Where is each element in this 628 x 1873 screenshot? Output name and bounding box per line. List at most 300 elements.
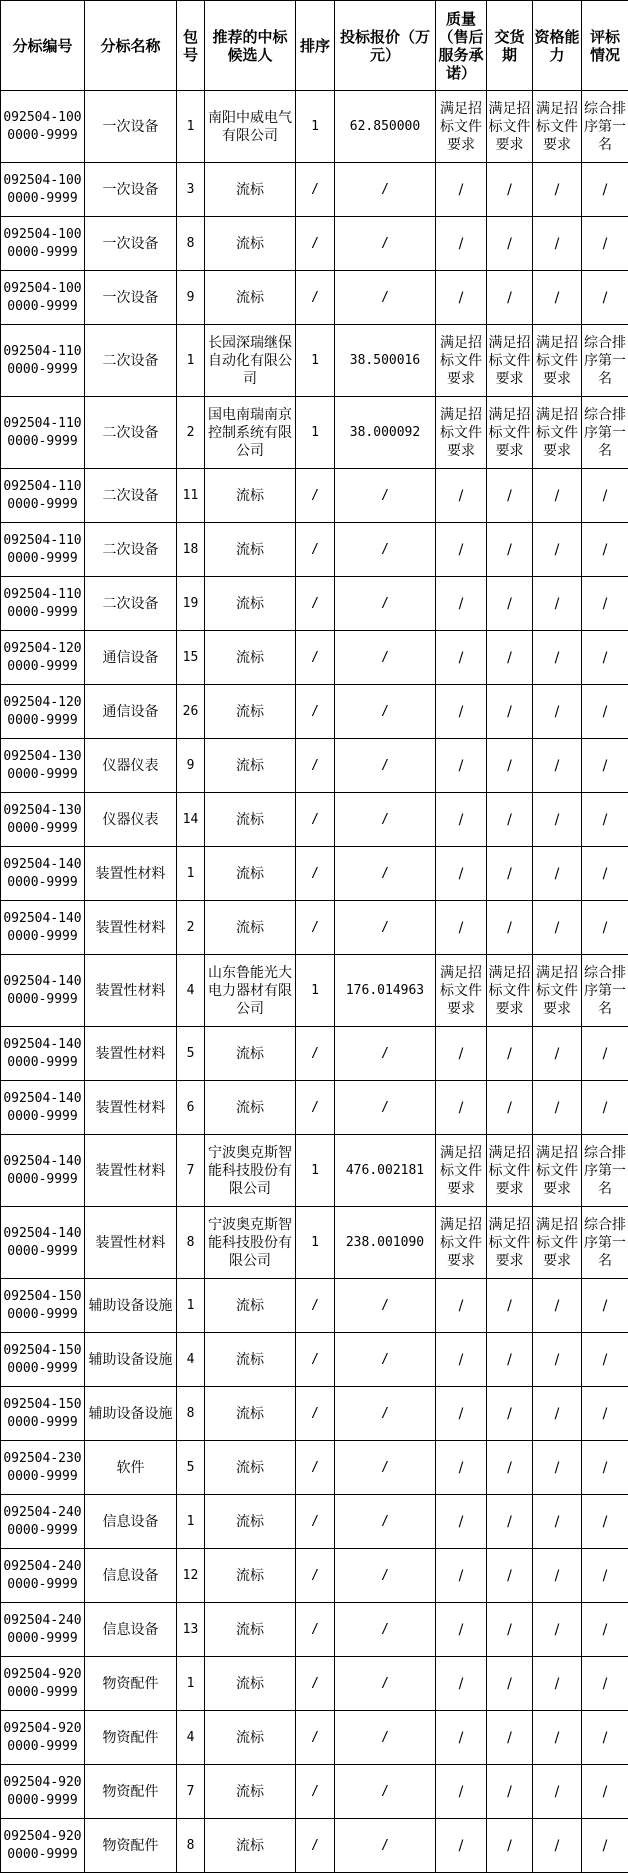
cell-package-no: 11 bbox=[177, 469, 205, 523]
cell-qualification: / bbox=[533, 631, 582, 685]
cell-package-no: 18 bbox=[177, 523, 205, 577]
cell-delivery: / bbox=[487, 1765, 533, 1819]
cell-lot-name: 二次设备 bbox=[85, 397, 177, 469]
cell-lot-name: 装置性材料 bbox=[85, 901, 177, 955]
cell-candidate: 南阳中威电气有限公司 bbox=[205, 91, 296, 163]
cell-lot-name: 辅助设备设施 bbox=[85, 1279, 177, 1333]
table-row bbox=[1, 1279, 628, 1333]
cell-lot-name: 二次设备 bbox=[85, 469, 177, 523]
cell-delivery: / bbox=[487, 217, 533, 271]
cell-lot-code: 092504-2400000-9999 bbox=[1, 1549, 85, 1603]
cell-lot-code: 092504-1200000-9999 bbox=[1, 631, 85, 685]
cell-bid-price: / bbox=[335, 1333, 436, 1387]
cell-candidate: 流标 bbox=[205, 739, 296, 793]
cell-delivery: / bbox=[487, 271, 533, 325]
table-row bbox=[1, 685, 628, 739]
cell-lot-code: 092504-1000000-9999 bbox=[1, 163, 85, 217]
cell-delivery: / bbox=[487, 523, 533, 577]
cell-evaluation: / bbox=[582, 1495, 628, 1549]
cell-delivery: / bbox=[487, 1387, 533, 1441]
cell-bid-price: / bbox=[335, 1495, 436, 1549]
header-lot-name: 分标名称 bbox=[85, 1, 177, 91]
cell-quality: 满足招标文件要求 bbox=[436, 325, 487, 397]
cell-candidate: 流标 bbox=[205, 793, 296, 847]
cell-evaluation: / bbox=[582, 217, 628, 271]
cell-package-no: 1 bbox=[177, 91, 205, 163]
cell-package-no: 4 bbox=[177, 1711, 205, 1765]
cell-lot-code: 092504-1100000-9999 bbox=[1, 469, 85, 523]
cell-package-no: 9 bbox=[177, 271, 205, 325]
cell-package-no: 8 bbox=[177, 1207, 205, 1279]
cell-delivery: / bbox=[487, 847, 533, 901]
cell-evaluation: / bbox=[582, 1081, 628, 1135]
cell-candidate: 流标 bbox=[205, 1387, 296, 1441]
cell-candidate: 国电南瑞南京控制系统有限公司 bbox=[205, 397, 296, 469]
cell-lot-name: 装置性材料 bbox=[85, 1081, 177, 1135]
cell-package-no: 8 bbox=[177, 1387, 205, 1441]
cell-package-no: 1 bbox=[177, 847, 205, 901]
cell-bid-price: / bbox=[335, 901, 436, 955]
cell-delivery: / bbox=[487, 739, 533, 793]
cell-candidate: 流标 bbox=[205, 1765, 296, 1819]
cell-rank: 1 bbox=[296, 91, 335, 163]
table-row bbox=[1, 1711, 628, 1765]
cell-package-no: 2 bbox=[177, 901, 205, 955]
cell-lot-name: 装置性材料 bbox=[85, 1207, 177, 1279]
cell-package-no: 1 bbox=[177, 1495, 205, 1549]
cell-package-no: 2 bbox=[177, 397, 205, 469]
cell-qualification: / bbox=[533, 685, 582, 739]
cell-delivery: / bbox=[487, 793, 533, 847]
cell-lot-name: 物资配件 bbox=[85, 1819, 177, 1873]
cell-package-no: 12 bbox=[177, 1549, 205, 1603]
cell-lot-name: 一次设备 bbox=[85, 163, 177, 217]
cell-delivery: / bbox=[487, 1495, 533, 1549]
cell-qualification: 满足招标文件要求 bbox=[533, 325, 582, 397]
cell-evaluation: 综合排序第一名 bbox=[582, 955, 628, 1027]
cell-rank: / bbox=[296, 631, 335, 685]
cell-delivery: / bbox=[487, 1279, 533, 1333]
cell-evaluation: / bbox=[582, 1549, 628, 1603]
header-quality: 质量（售后服务承诺） bbox=[436, 1, 487, 91]
table-row bbox=[1, 397, 628, 469]
header-qualification: 资格能力 bbox=[533, 1, 582, 91]
cell-lot-code: 092504-1500000-9999 bbox=[1, 1387, 85, 1441]
cell-bid-price: 38.500016 bbox=[335, 325, 436, 397]
cell-qualification: / bbox=[533, 163, 582, 217]
cell-lot-code: 092504-1100000-9999 bbox=[1, 397, 85, 469]
cell-rank: 1 bbox=[296, 955, 335, 1027]
cell-quality: / bbox=[436, 1333, 487, 1387]
cell-delivery: 满足招标文件要求 bbox=[487, 1135, 533, 1207]
cell-package-no: 15 bbox=[177, 631, 205, 685]
cell-qualification: / bbox=[533, 1603, 582, 1657]
cell-evaluation: 综合排序第一名 bbox=[582, 325, 628, 397]
cell-bid-price: / bbox=[335, 1441, 436, 1495]
table-row bbox=[1, 271, 628, 325]
table-row bbox=[1, 955, 628, 1027]
cell-quality: 满足招标文件要求 bbox=[436, 1135, 487, 1207]
cell-rank: / bbox=[296, 1027, 335, 1081]
cell-qualification: / bbox=[533, 1027, 582, 1081]
cell-quality: / bbox=[436, 739, 487, 793]
cell-lot-code: 092504-1400000-9999 bbox=[1, 955, 85, 1027]
cell-candidate: 流标 bbox=[205, 1495, 296, 1549]
cell-delivery: / bbox=[487, 1333, 533, 1387]
cell-lot-name: 装置性材料 bbox=[85, 955, 177, 1027]
cell-delivery: / bbox=[487, 901, 533, 955]
cell-package-no: 3 bbox=[177, 163, 205, 217]
cell-qualification: / bbox=[533, 1279, 582, 1333]
table-row bbox=[1, 1387, 628, 1441]
cell-quality: / bbox=[436, 1495, 487, 1549]
cell-lot-name: 物资配件 bbox=[85, 1657, 177, 1711]
cell-lot-name: 仪器仪表 bbox=[85, 793, 177, 847]
cell-package-no: 26 bbox=[177, 685, 205, 739]
cell-lot-name: 装置性材料 bbox=[85, 1027, 177, 1081]
cell-bid-price: / bbox=[335, 271, 436, 325]
cell-qualification: / bbox=[533, 1549, 582, 1603]
cell-evaluation: 综合排序第一名 bbox=[582, 397, 628, 469]
table-row bbox=[1, 901, 628, 955]
cell-delivery: / bbox=[487, 1819, 533, 1873]
cell-qualification: 满足招标文件要求 bbox=[533, 397, 582, 469]
cell-delivery: / bbox=[487, 1081, 533, 1135]
cell-rank: / bbox=[296, 793, 335, 847]
cell-qualification: 满足招标文件要求 bbox=[533, 955, 582, 1027]
cell-quality: 满足招标文件要求 bbox=[436, 1207, 487, 1279]
cell-bid-price: / bbox=[335, 685, 436, 739]
cell-bid-price: 238.001090 bbox=[335, 1207, 436, 1279]
cell-quality: / bbox=[436, 1549, 487, 1603]
cell-delivery: / bbox=[487, 577, 533, 631]
cell-qualification: / bbox=[533, 1765, 582, 1819]
cell-qualification: 满足招标文件要求 bbox=[533, 91, 582, 163]
cell-lot-code: 092504-1400000-9999 bbox=[1, 901, 85, 955]
cell-candidate: 流标 bbox=[205, 469, 296, 523]
cell-rank: / bbox=[296, 469, 335, 523]
cell-lot-name: 辅助设备设施 bbox=[85, 1333, 177, 1387]
cell-candidate: 山东鲁能光大电力器材有限公司 bbox=[205, 955, 296, 1027]
table-row bbox=[1, 739, 628, 793]
cell-rank: / bbox=[296, 739, 335, 793]
cell-delivery: / bbox=[487, 631, 533, 685]
table-row bbox=[1, 1081, 628, 1135]
cell-quality: / bbox=[436, 469, 487, 523]
cell-quality: 满足招标文件要求 bbox=[436, 955, 487, 1027]
cell-delivery: 满足招标文件要求 bbox=[487, 955, 533, 1027]
cell-package-no: 1 bbox=[177, 1657, 205, 1711]
cell-lot-code: 092504-1100000-9999 bbox=[1, 325, 85, 397]
cell-qualification: 满足招标文件要求 bbox=[533, 1207, 582, 1279]
table-row bbox=[1, 1207, 628, 1279]
table-row bbox=[1, 163, 628, 217]
cell-lot-code: 092504-2400000-9999 bbox=[1, 1603, 85, 1657]
header-rank: 排序 bbox=[296, 1, 335, 91]
cell-lot-name: 一次设备 bbox=[85, 217, 177, 271]
header-candidate: 推荐的中标候选人 bbox=[205, 1, 296, 91]
table-row bbox=[1, 1603, 628, 1657]
cell-candidate: 流标 bbox=[205, 523, 296, 577]
table-row bbox=[1, 847, 628, 901]
cell-delivery: / bbox=[487, 1549, 533, 1603]
table-row bbox=[1, 217, 628, 271]
cell-rank: / bbox=[296, 1657, 335, 1711]
cell-qualification: / bbox=[533, 469, 582, 523]
cell-delivery: 满足招标文件要求 bbox=[487, 91, 533, 163]
cell-lot-name: 一次设备 bbox=[85, 271, 177, 325]
cell-quality: / bbox=[436, 523, 487, 577]
cell-delivery: / bbox=[487, 685, 533, 739]
cell-rank: 1 bbox=[296, 325, 335, 397]
cell-quality: / bbox=[436, 577, 487, 631]
cell-rank: / bbox=[296, 901, 335, 955]
cell-evaluation: / bbox=[582, 271, 628, 325]
cell-package-no: 8 bbox=[177, 217, 205, 271]
cell-lot-code: 092504-9200000-9999 bbox=[1, 1711, 85, 1765]
cell-rank: / bbox=[296, 523, 335, 577]
cell-rank: / bbox=[296, 1333, 335, 1387]
table-row bbox=[1, 577, 628, 631]
cell-evaluation: / bbox=[582, 847, 628, 901]
cell-evaluation: / bbox=[582, 1279, 628, 1333]
cell-qualification: / bbox=[533, 577, 582, 631]
table-row bbox=[1, 469, 628, 523]
cell-lot-code: 092504-1500000-9999 bbox=[1, 1333, 85, 1387]
cell-evaluation: / bbox=[582, 1387, 628, 1441]
cell-lot-name: 一次设备 bbox=[85, 91, 177, 163]
cell-lot-name: 信息设备 bbox=[85, 1495, 177, 1549]
table-body bbox=[1, 91, 628, 1873]
cell-rank: 1 bbox=[296, 397, 335, 469]
cell-delivery: 满足招标文件要求 bbox=[487, 1207, 533, 1279]
cell-package-no: 4 bbox=[177, 1333, 205, 1387]
cell-lot-code: 092504-1400000-9999 bbox=[1, 1135, 85, 1207]
cell-candidate: 流标 bbox=[205, 1081, 296, 1135]
cell-lot-code: 092504-2300000-9999 bbox=[1, 1441, 85, 1495]
cell-lot-name: 物资配件 bbox=[85, 1711, 177, 1765]
cell-bid-price: / bbox=[335, 1711, 436, 1765]
cell-lot-code: 092504-1000000-9999 bbox=[1, 217, 85, 271]
cell-candidate: 长园深瑞继保自动化有限公司 bbox=[205, 325, 296, 397]
cell-delivery: / bbox=[487, 1027, 533, 1081]
cell-bid-price: / bbox=[335, 1387, 436, 1441]
cell-qualification: / bbox=[533, 901, 582, 955]
cell-candidate: 流标 bbox=[205, 847, 296, 901]
cell-candidate: 流标 bbox=[205, 901, 296, 955]
cell-delivery: / bbox=[487, 1603, 533, 1657]
cell-rank: 1 bbox=[296, 1207, 335, 1279]
cell-candidate: 流标 bbox=[205, 1441, 296, 1495]
table-row bbox=[1, 523, 628, 577]
cell-candidate: 流标 bbox=[205, 1603, 296, 1657]
table-row bbox=[1, 1027, 628, 1081]
cell-lot-code: 092504-1500000-9999 bbox=[1, 1279, 85, 1333]
cell-evaluation: / bbox=[582, 469, 628, 523]
cell-bid-price: / bbox=[335, 1765, 436, 1819]
table-row bbox=[1, 91, 628, 163]
cell-evaluation: / bbox=[582, 631, 628, 685]
cell-package-no: 8 bbox=[177, 1819, 205, 1873]
cell-lot-name: 通信设备 bbox=[85, 685, 177, 739]
cell-evaluation: / bbox=[582, 1441, 628, 1495]
cell-candidate: 流标 bbox=[205, 1333, 296, 1387]
cell-delivery: / bbox=[487, 1441, 533, 1495]
cell-lot-code: 092504-1400000-9999 bbox=[1, 1027, 85, 1081]
cell-bid-price: / bbox=[335, 793, 436, 847]
cell-rank: / bbox=[296, 271, 335, 325]
table-row bbox=[1, 1135, 628, 1207]
cell-rank: / bbox=[296, 1441, 335, 1495]
cell-quality: / bbox=[436, 847, 487, 901]
cell-evaluation: 综合排序第一名 bbox=[582, 1135, 628, 1207]
cell-evaluation: / bbox=[582, 739, 628, 793]
cell-lot-code: 092504-1400000-9999 bbox=[1, 847, 85, 901]
cell-lot-code: 092504-9200000-9999 bbox=[1, 1657, 85, 1711]
cell-bid-price: / bbox=[335, 577, 436, 631]
cell-candidate: 流标 bbox=[205, 1819, 296, 1873]
cell-delivery: 满足招标文件要求 bbox=[487, 325, 533, 397]
cell-lot-name: 信息设备 bbox=[85, 1549, 177, 1603]
cell-candidate: 流标 bbox=[205, 271, 296, 325]
cell-lot-name: 软件 bbox=[85, 1441, 177, 1495]
cell-lot-code: 092504-1100000-9999 bbox=[1, 577, 85, 631]
cell-lot-name: 仪器仪表 bbox=[85, 739, 177, 793]
cell-lot-code: 092504-1000000-9999 bbox=[1, 271, 85, 325]
cell-lot-code: 092504-1100000-9999 bbox=[1, 523, 85, 577]
cell-candidate: 流标 bbox=[205, 577, 296, 631]
cell-rank: / bbox=[296, 1387, 335, 1441]
cell-rank: / bbox=[296, 1279, 335, 1333]
cell-quality: / bbox=[436, 1279, 487, 1333]
cell-quality: / bbox=[436, 631, 487, 685]
cell-lot-code: 092504-9200000-9999 bbox=[1, 1765, 85, 1819]
cell-package-no: 14 bbox=[177, 793, 205, 847]
cell-lot-name: 二次设备 bbox=[85, 325, 177, 397]
cell-bid-price: 476.002181 bbox=[335, 1135, 436, 1207]
cell-package-no: 13 bbox=[177, 1603, 205, 1657]
cell-evaluation: / bbox=[582, 1711, 628, 1765]
table-row bbox=[1, 1441, 628, 1495]
cell-bid-price: 176.014963 bbox=[335, 955, 436, 1027]
cell-qualification: / bbox=[533, 1495, 582, 1549]
header-lot-code: 分标编号 bbox=[1, 1, 85, 91]
cell-evaluation: / bbox=[582, 577, 628, 631]
cell-qualification: / bbox=[533, 739, 582, 793]
cell-candidate: 流标 bbox=[205, 1549, 296, 1603]
table-row bbox=[1, 1657, 628, 1711]
table-row bbox=[1, 1495, 628, 1549]
cell-candidate: 流标 bbox=[205, 1027, 296, 1081]
cell-qualification: / bbox=[533, 523, 582, 577]
cell-lot-name: 二次设备 bbox=[85, 523, 177, 577]
cell-delivery: / bbox=[487, 1711, 533, 1765]
cell-qualification: / bbox=[533, 1387, 582, 1441]
cell-rank: / bbox=[296, 1081, 335, 1135]
cell-evaluation: / bbox=[582, 1765, 628, 1819]
header-delivery: 交货期 bbox=[487, 1, 533, 91]
cell-quality: / bbox=[436, 1603, 487, 1657]
cell-rank: / bbox=[296, 577, 335, 631]
cell-evaluation: / bbox=[582, 901, 628, 955]
cell-qualification: 满足招标文件要求 bbox=[533, 1135, 582, 1207]
cell-qualification: / bbox=[533, 793, 582, 847]
cell-evaluation: / bbox=[582, 523, 628, 577]
cell-bid-price: / bbox=[335, 1603, 436, 1657]
header-bid-price: 投标报价（万元） bbox=[335, 1, 436, 91]
cell-evaluation: / bbox=[582, 1333, 628, 1387]
cell-evaluation: 综合排序第一名 bbox=[582, 91, 628, 163]
table-header bbox=[1, 1, 628, 91]
cell-bid-price: / bbox=[335, 217, 436, 271]
cell-package-no: 7 bbox=[177, 1765, 205, 1819]
cell-evaluation: / bbox=[582, 1603, 628, 1657]
cell-bid-price: / bbox=[335, 163, 436, 217]
cell-rank: / bbox=[296, 1765, 335, 1819]
cell-qualification: / bbox=[533, 1657, 582, 1711]
cell-evaluation: 综合排序第一名 bbox=[582, 1207, 628, 1279]
cell-package-no: 19 bbox=[177, 577, 205, 631]
cell-qualification: / bbox=[533, 1081, 582, 1135]
cell-quality: / bbox=[436, 1657, 487, 1711]
cell-rank: / bbox=[296, 217, 335, 271]
cell-bid-price: / bbox=[335, 1027, 436, 1081]
cell-lot-code: 092504-1000000-9999 bbox=[1, 91, 85, 163]
table-row bbox=[1, 325, 628, 397]
cell-quality: 满足招标文件要求 bbox=[436, 91, 487, 163]
cell-package-no: 1 bbox=[177, 1279, 205, 1333]
cell-bid-price: / bbox=[335, 469, 436, 523]
cell-quality: / bbox=[436, 685, 487, 739]
cell-quality: / bbox=[436, 1387, 487, 1441]
cell-rank: / bbox=[296, 1549, 335, 1603]
cell-evaluation: / bbox=[582, 163, 628, 217]
cell-quality: / bbox=[436, 1081, 487, 1135]
cell-package-no: 6 bbox=[177, 1081, 205, 1135]
cell-lot-code: 092504-2400000-9999 bbox=[1, 1495, 85, 1549]
cell-bid-price: 38.000092 bbox=[335, 397, 436, 469]
cell-qualification: / bbox=[533, 1819, 582, 1873]
cell-candidate: 流标 bbox=[205, 217, 296, 271]
cell-lot-name: 物资配件 bbox=[85, 1765, 177, 1819]
cell-rank: / bbox=[296, 1819, 335, 1873]
cell-qualification: / bbox=[533, 847, 582, 901]
cell-quality: / bbox=[436, 217, 487, 271]
cell-lot-code: 092504-1400000-9999 bbox=[1, 1081, 85, 1135]
cell-candidate: 流标 bbox=[205, 1279, 296, 1333]
header-package-no: 包号 bbox=[177, 1, 205, 91]
cell-quality: / bbox=[436, 271, 487, 325]
table-row bbox=[1, 1819, 628, 1873]
cell-quality: / bbox=[436, 1819, 487, 1873]
cell-bid-price: 62.850000 bbox=[335, 91, 436, 163]
table-row bbox=[1, 793, 628, 847]
cell-quality: / bbox=[436, 1765, 487, 1819]
cell-candidate: 宁波奥克斯智能科技股份有限公司 bbox=[205, 1135, 296, 1207]
cell-evaluation: / bbox=[582, 1657, 628, 1711]
cell-quality: / bbox=[436, 1441, 487, 1495]
cell-lot-name: 辅助设备设施 bbox=[85, 1387, 177, 1441]
cell-lot-name: 信息设备 bbox=[85, 1603, 177, 1657]
cell-bid-price: / bbox=[335, 1081, 436, 1135]
cell-delivery: / bbox=[487, 163, 533, 217]
cell-lot-name: 装置性材料 bbox=[85, 1135, 177, 1207]
cell-bid-price: / bbox=[335, 1819, 436, 1873]
cell-lot-code: 092504-1400000-9999 bbox=[1, 1207, 85, 1279]
cell-qualification: / bbox=[533, 1441, 582, 1495]
cell-delivery: 满足招标文件要求 bbox=[487, 397, 533, 469]
cell-lot-name: 二次设备 bbox=[85, 577, 177, 631]
